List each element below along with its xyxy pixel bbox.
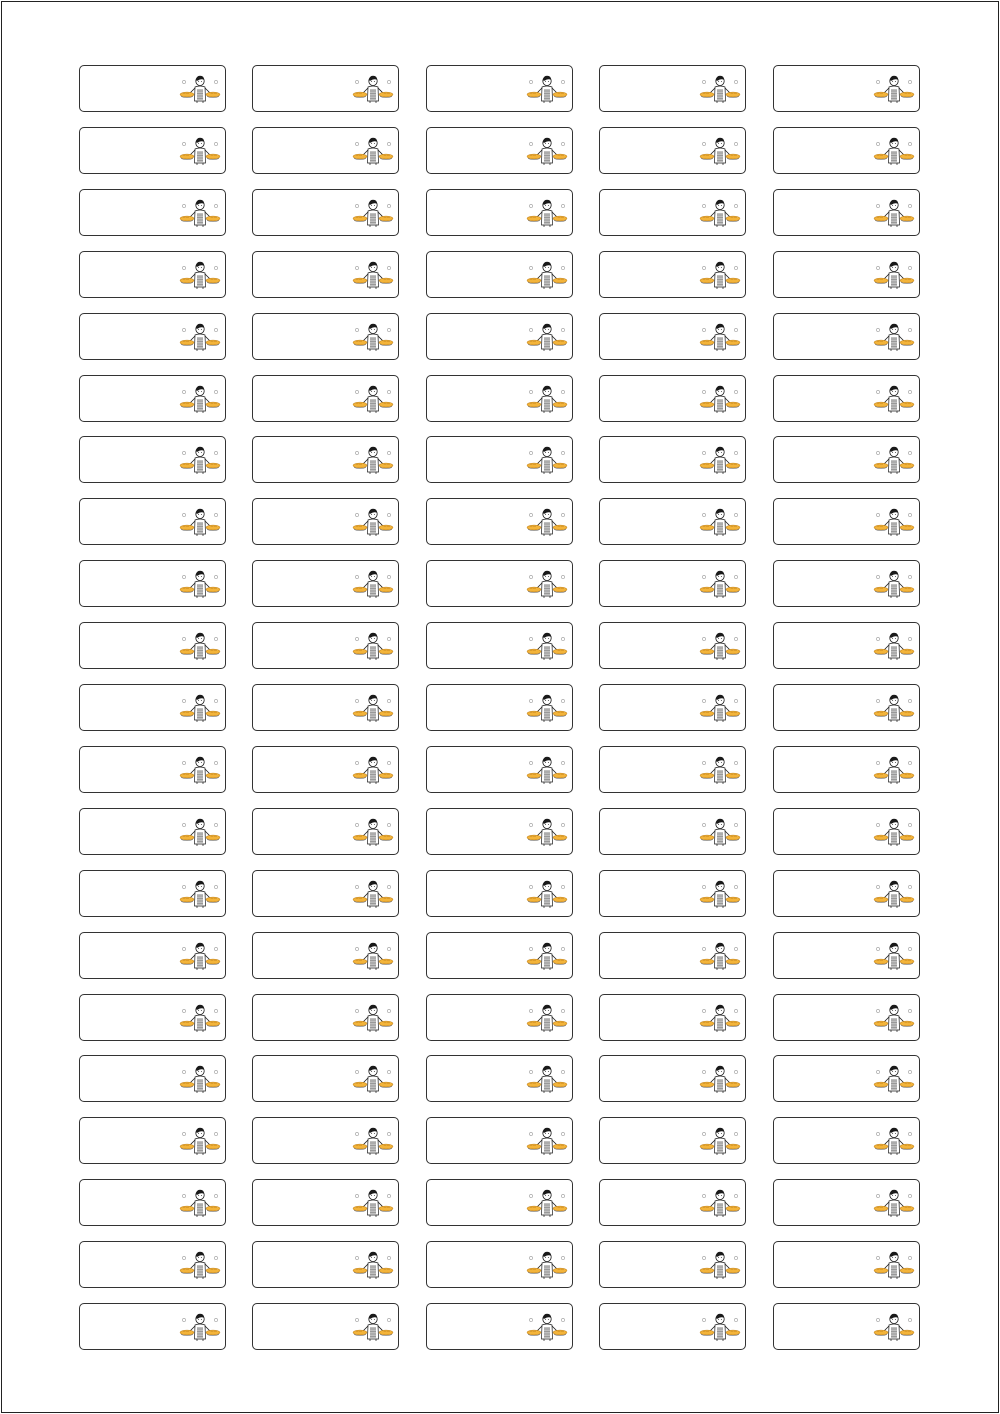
label-cell: [773, 251, 920, 298]
label-cell: [773, 560, 920, 607]
label-cell: [599, 1055, 746, 1102]
chef-with-bread-icon: [352, 755, 394, 785]
chef-with-bread-icon: [699, 569, 741, 599]
label-cell: [426, 1179, 573, 1226]
chef-with-bread-icon: [352, 1003, 394, 1033]
chef-with-bread-icon: [526, 136, 568, 166]
label-cell: [252, 189, 399, 236]
label-cell: [79, 1117, 226, 1164]
label-cell: [79, 684, 226, 731]
chef-with-bread-icon: [873, 1188, 915, 1218]
label-cell: [79, 65, 226, 112]
label-cell: [599, 1241, 746, 1288]
label-cell: [773, 498, 920, 545]
chef-with-bread-icon: [179, 74, 221, 104]
label-cell: [599, 1303, 746, 1350]
label-cell: [79, 251, 226, 298]
label-cell: [426, 560, 573, 607]
label-cell: [252, 622, 399, 669]
chef-with-bread-icon: [352, 384, 394, 414]
chef-with-bread-icon: [873, 260, 915, 290]
label-cell: [79, 189, 226, 236]
label-cell: [773, 808, 920, 855]
chef-with-bread-icon: [352, 322, 394, 352]
label-cell: [426, 375, 573, 422]
label-cell: [426, 1117, 573, 1164]
label-cell: [773, 622, 920, 669]
label-cell: [252, 1241, 399, 1288]
chef-with-bread-icon: [699, 1188, 741, 1218]
label-cell: [252, 251, 399, 298]
chef-with-bread-icon: [179, 445, 221, 475]
chef-with-bread-icon: [179, 569, 221, 599]
chef-with-bread-icon: [179, 817, 221, 847]
label-cell: [252, 127, 399, 174]
chef-with-bread-icon: [352, 941, 394, 971]
chef-with-bread-icon: [873, 74, 915, 104]
chef-with-bread-icon: [873, 1064, 915, 1094]
label-cell: [773, 1179, 920, 1226]
label-cell: [252, 1303, 399, 1350]
chef-with-bread-icon: [873, 1312, 915, 1342]
chef-with-bread-icon: [699, 384, 741, 414]
chef-with-bread-icon: [526, 631, 568, 661]
label-cell: [773, 65, 920, 112]
chef-with-bread-icon: [179, 136, 221, 166]
chef-with-bread-icon: [699, 74, 741, 104]
label-cell: [599, 870, 746, 917]
label-cell: [426, 994, 573, 1041]
label-cell: [252, 994, 399, 1041]
label-cell: [773, 313, 920, 360]
label-cell: [599, 684, 746, 731]
chef-with-bread-icon: [352, 445, 394, 475]
label-cell: [79, 932, 226, 979]
chef-with-bread-icon: [873, 817, 915, 847]
label-cell: [426, 189, 573, 236]
label-cell: [252, 870, 399, 917]
label-cell: [79, 127, 226, 174]
label-cell: [773, 870, 920, 917]
label-cell: [426, 1303, 573, 1350]
chef-with-bread-icon: [526, 1312, 568, 1342]
chef-with-bread-icon: [526, 260, 568, 290]
label-cell: [426, 127, 573, 174]
chef-with-bread-icon: [526, 1064, 568, 1094]
chef-with-bread-icon: [526, 755, 568, 785]
label-cell: [599, 932, 746, 979]
chef-with-bread-icon: [873, 1003, 915, 1033]
label-cell: [79, 1179, 226, 1226]
chef-with-bread-icon: [873, 1126, 915, 1156]
label-cell: [426, 436, 573, 483]
chef-with-bread-icon: [699, 507, 741, 537]
chef-with-bread-icon: [526, 322, 568, 352]
chef-with-bread-icon: [526, 817, 568, 847]
label-cell: [426, 870, 573, 917]
chef-with-bread-icon: [352, 1188, 394, 1218]
label-cell: [599, 251, 746, 298]
chef-with-bread-icon: [179, 693, 221, 723]
chef-with-bread-icon: [179, 260, 221, 290]
chef-with-bread-icon: [179, 507, 221, 537]
chef-with-bread-icon: [873, 941, 915, 971]
chef-with-bread-icon: [873, 693, 915, 723]
label-cell: [599, 994, 746, 1041]
label-cell: [252, 498, 399, 545]
label-cell: [599, 189, 746, 236]
chef-with-bread-icon: [873, 755, 915, 785]
chef-with-bread-icon: [526, 1126, 568, 1156]
label-cell: [79, 994, 226, 1041]
label-cell: [773, 1241, 920, 1288]
chef-with-bread-icon: [179, 631, 221, 661]
label-cell: [252, 1055, 399, 1102]
chef-with-bread-icon: [873, 879, 915, 909]
label-cell: [426, 1241, 573, 1288]
label-cell: [773, 127, 920, 174]
label-cell: [252, 746, 399, 793]
label-cell: [252, 375, 399, 422]
chef-with-bread-icon: [352, 1064, 394, 1094]
chef-with-bread-icon: [699, 631, 741, 661]
chef-with-bread-icon: [699, 260, 741, 290]
label-cell: [252, 684, 399, 731]
chef-with-bread-icon: [699, 198, 741, 228]
chef-with-bread-icon: [699, 1064, 741, 1094]
chef-with-bread-icon: [873, 1250, 915, 1280]
chef-with-bread-icon: [352, 1312, 394, 1342]
chef-with-bread-icon: [352, 260, 394, 290]
chef-with-bread-icon: [699, 1312, 741, 1342]
chef-with-bread-icon: [352, 136, 394, 166]
label-cell: [252, 436, 399, 483]
label-cell: [426, 932, 573, 979]
chef-with-bread-icon: [179, 879, 221, 909]
chef-with-bread-icon: [873, 445, 915, 475]
label-cell: [599, 375, 746, 422]
chef-with-bread-icon: [873, 384, 915, 414]
chef-with-bread-icon: [526, 941, 568, 971]
label-cell: [773, 1055, 920, 1102]
label-cell: [79, 808, 226, 855]
chef-with-bread-icon: [699, 693, 741, 723]
chef-with-bread-icon: [699, 755, 741, 785]
chef-with-bread-icon: [526, 693, 568, 723]
chef-with-bread-icon: [179, 755, 221, 785]
label-cell: [599, 560, 746, 607]
label-cell: [599, 127, 746, 174]
chef-with-bread-icon: [873, 569, 915, 599]
label-cell: [252, 560, 399, 607]
chef-with-bread-icon: [179, 1250, 221, 1280]
chef-with-bread-icon: [699, 817, 741, 847]
chef-with-bread-icon: [873, 322, 915, 352]
chef-with-bread-icon: [179, 1126, 221, 1156]
label-cell: [252, 1117, 399, 1164]
chef-with-bread-icon: [352, 1126, 394, 1156]
label-cell: [599, 65, 746, 112]
label-cell: [252, 808, 399, 855]
chef-with-bread-icon: [526, 1250, 568, 1280]
chef-with-bread-icon: [873, 631, 915, 661]
chef-with-bread-icon: [699, 322, 741, 352]
chef-with-bread-icon: [352, 569, 394, 599]
label-cell: [79, 1303, 226, 1350]
label-cell: [252, 313, 399, 360]
chef-with-bread-icon: [873, 507, 915, 537]
label-cell: [599, 746, 746, 793]
label-cell: [599, 313, 746, 360]
chef-with-bread-icon: [526, 507, 568, 537]
chef-with-bread-icon: [179, 941, 221, 971]
label-cell: [599, 1117, 746, 1164]
chef-with-bread-icon: [352, 198, 394, 228]
label-cell: [426, 65, 573, 112]
chef-with-bread-icon: [179, 1188, 221, 1218]
label-cell: [79, 622, 226, 669]
chef-with-bread-icon: [526, 1188, 568, 1218]
chef-with-bread-icon: [179, 1064, 221, 1094]
label-cell: [426, 808, 573, 855]
label-cell: [79, 1241, 226, 1288]
chef-with-bread-icon: [526, 879, 568, 909]
label-cell: [252, 65, 399, 112]
chef-with-bread-icon: [526, 445, 568, 475]
label-cell: [252, 932, 399, 979]
chef-with-bread-icon: [179, 1003, 221, 1033]
label-cell: [599, 808, 746, 855]
chef-with-bread-icon: [352, 74, 394, 104]
label-cell: [79, 313, 226, 360]
chef-with-bread-icon: [699, 1250, 741, 1280]
chef-with-bread-icon: [699, 941, 741, 971]
chef-with-bread-icon: [699, 879, 741, 909]
chef-with-bread-icon: [526, 198, 568, 228]
label-cell: [79, 436, 226, 483]
chef-with-bread-icon: [352, 1250, 394, 1280]
chef-with-bread-icon: [526, 74, 568, 104]
label-cell: [599, 1179, 746, 1226]
chef-with-bread-icon: [873, 136, 915, 166]
chef-with-bread-icon: [526, 1003, 568, 1033]
label-cell: [79, 375, 226, 422]
label-cell: [773, 1117, 920, 1164]
label-cell: [773, 436, 920, 483]
chef-with-bread-icon: [352, 631, 394, 661]
label-cell: [773, 1303, 920, 1350]
chef-with-bread-icon: [699, 1003, 741, 1033]
chef-with-bread-icon: [699, 445, 741, 475]
label-cell: [79, 870, 226, 917]
label-cell: [426, 746, 573, 793]
chef-with-bread-icon: [526, 569, 568, 599]
chef-with-bread-icon: [352, 817, 394, 847]
label-cell: [79, 746, 226, 793]
chef-with-bread-icon: [352, 507, 394, 537]
label-cell: [773, 994, 920, 1041]
label-cell: [599, 622, 746, 669]
chef-with-bread-icon: [699, 136, 741, 166]
label-cell: [599, 498, 746, 545]
label-cell: [599, 436, 746, 483]
chef-with-bread-icon: [179, 198, 221, 228]
label-cell: [426, 313, 573, 360]
label-cell: [773, 746, 920, 793]
label-cell: [773, 375, 920, 422]
label-cell: [252, 1179, 399, 1226]
chef-with-bread-icon: [179, 384, 221, 414]
label-cell: [773, 684, 920, 731]
chef-with-bread-icon: [699, 1126, 741, 1156]
label-cell: [426, 622, 573, 669]
label-cell: [426, 684, 573, 731]
label-cell: [426, 1055, 573, 1102]
label-cell: [79, 560, 226, 607]
label-cell: [426, 251, 573, 298]
chef-with-bread-icon: [352, 879, 394, 909]
label-cell: [426, 498, 573, 545]
label-cell: [773, 932, 920, 979]
chef-with-bread-icon: [352, 693, 394, 723]
chef-with-bread-icon: [873, 198, 915, 228]
chef-with-bread-icon: [179, 1312, 221, 1342]
label-cell: [79, 1055, 226, 1102]
label-cell: [79, 498, 226, 545]
chef-with-bread-icon: [526, 384, 568, 414]
chef-with-bread-icon: [179, 322, 221, 352]
label-cell: [773, 189, 920, 236]
